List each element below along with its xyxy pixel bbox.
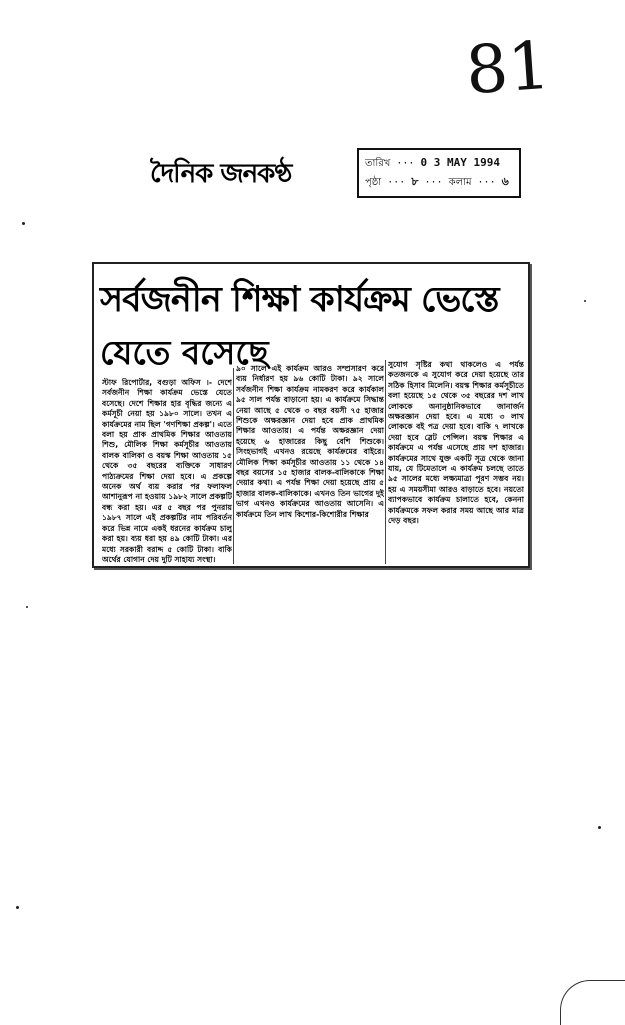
article-column-1-text: স্টাফ রিপোর্টার, বগুড়া অফিস ।- দেশে সর্বজনীন শিক্ষা কার্যক্রম ভেস্তে যেতে বসেছে। দেশে শিক্ষার হার বৃদ্ধির জন্যে এ কর্মসূচী নেয়া হয় ১৯৮০ সালে। তখন এ কার্যক্রমের নাম ছিল 'গণশিক্ষা প্রকল্প'। এতে বলা হয় প্রাক প্রাথমিক শিক্ষার আওতায় শিশু, মৌলিক শিক্ষা কর্মসূচীর আওতায় বালক বালিকা ও বয়স্ক শিক্ষা আওতায় ১৫ থেকে ৩৫ বছরের ব্যক্তিকে সাধারণ পাঠ্যক্রমের শিক্ষা দেয়া হবে। এ প্রকল্পে অনেক অর্থ ব্যয় করার পর ফলাফল আশানুরূপ না হওয়ায় ১৯৮২ সালে প্রকল্পটি বন্ধ করা হয়। এর ৫ বছর পর পুনরায় ১৯৮৭ সালে এই প্রকল্পটির নাম পরিবর্তন করে ভিন্ন নামে একই ধরনের কার্যক্রম চালু করা হয়। ব্যয় ধরা হয় ৪৯ কোটি টাকা। এর মধ্যে সরকারী বরাদ্দ ৫ কোটি টাকা। বাকি অর্থের যোগান দেয় দুটি সাহায্য সংস্থা।	[102, 378, 232, 564]
scan-speck	[26, 606, 28, 608]
date-stamp	[357, 148, 521, 198]
stamp-page-row: পৃষ্ঠা ··· ৮ ··· কলাম ··· ৬	[365, 175, 509, 188]
article-column-1	[102, 378, 232, 564]
article-headline-line-1: সর্বজনীন শিক্ষা কার্যক্রম ভেস্তে	[100, 280, 499, 320]
article-column-3-text: সুযোগ সৃষ্টির কথা থাকলেও এ পর্যন্ত কতজনকে এ সুযোগ করে দেয়া হয়েছে তার সঠিক হিসাব মিলেনি। বয়স্ক শিক্ষার কর্মসূচীতে বলা হয়েছে ১৫ থেকে ৩৫ বছরের দশ লাখ লোককে অনানুষ্ঠানিকভাবে জানার্জন অক্ষরজ্ঞান দেয়া হবে। এ মধ্যে ৩ লাখ লোককে বই পত্র দেয়া হবে। বাকি ৭ লাখকে দেয়া হবে স্লেট পেন্সিল। বয়স্ক শিক্ষার এ কার্যক্রমে এ পর্যন্ত এসেছে প্রায় দশ হাজার। কার্যক্রমের সাথে যুক্ত একটি সূত্র থেকে জানা যায়, যে টিমেতালে এ কার্যক্রম চলছে তাতে ৯৫ সালের মধ্যে লক্ষ্যমাত্রা পূরণ সম্ভব নয়। হয় এ সময়সীমা আরও বাড়াতে হবে। নয়তো ব্যাপকভাবে কার্যক্রম চালাতে হবে, কেননা কার্যক্রমকে সফল করার সময় আছে আর মাত্র দেড় বছর।	[388, 360, 524, 526]
article-headline-line-2: যেতে বসেছে	[100, 333, 269, 372]
handwritten-page-number: 81	[463, 26, 553, 110]
article-column-3	[388, 360, 524, 564]
stamp-date-label: তারিখ	[365, 158, 391, 169]
scan-speck	[584, 300, 586, 302]
newspaper-masthead: দৈনিক জনকণ্ঠ	[150, 159, 292, 189]
stamp-column-value: ৬	[501, 175, 509, 188]
column-divider	[385, 360, 386, 564]
stamp-page-label: পৃষ্ঠা	[365, 177, 382, 188]
stamp-column-label: কলাম	[448, 177, 472, 188]
stamp-date-value: 0 3 MAY 1994	[420, 156, 500, 169]
newspaper-clipping	[92, 262, 530, 568]
scan-speck	[22, 222, 25, 225]
article-column-2	[236, 364, 384, 564]
stamp-date-row: তারিখ ··· 0 3 MAY 1994	[365, 156, 500, 169]
stamp-page-value: ৮	[411, 175, 419, 188]
scan-speck	[16, 906, 19, 909]
article-column-2-text: ৯০ সালে এই কার্যক্রম আরও সম্প্রসারণ করে ব্যয় নির্ধারণ হয় ৯৬ কোটি টাকা। ৯২ সালে সর্বজনীন শিক্ষা কার্যক্রম নামকরণ করে কার্যকাল ৯৫ সাল পর্যন্ত বাড়ানো হয়। এ কার্যক্রমে সিদ্ধান্ত নেয়া আছে ৫ থেকে ৩ বছর বয়সী ৭৫ হাজার শিশুকে অক্ষরজ্ঞান দেয়া হবে প্রাক প্রাথমিক শিক্ষার আওতায়। এ পর্যন্ত অক্ষরজ্ঞান দেয়া হয়েছে ৬ হাজারের কিছু বেশি শিশুকে। সিংহভাগই এখনও রয়েছে কার্যক্রমের বাইরে। মৌলিক শিক্ষা কর্মসূচীর আওতায় ১১ থেকে ১৪ বছর বয়সের ১৫ হাজার বালক-বালিকাকে শিক্ষা দেয়ার কথা। এ পর্যন্ত শিক্ষা দেয়া হয়েছে প্রায় ৫ হাজার বালক-বালিকাকে। এখনও তিন ভাগের দুই ভাগ এখনও কার্যক্রমের আওতায় আসেনি। এ কার্যক্রমে তিন লাখ কিশোর-কিশোরীর শিক্ষার	[236, 364, 384, 519]
page-corner-scuff	[560, 980, 625, 1025]
scan-speck	[598, 826, 601, 829]
column-divider	[233, 368, 234, 564]
